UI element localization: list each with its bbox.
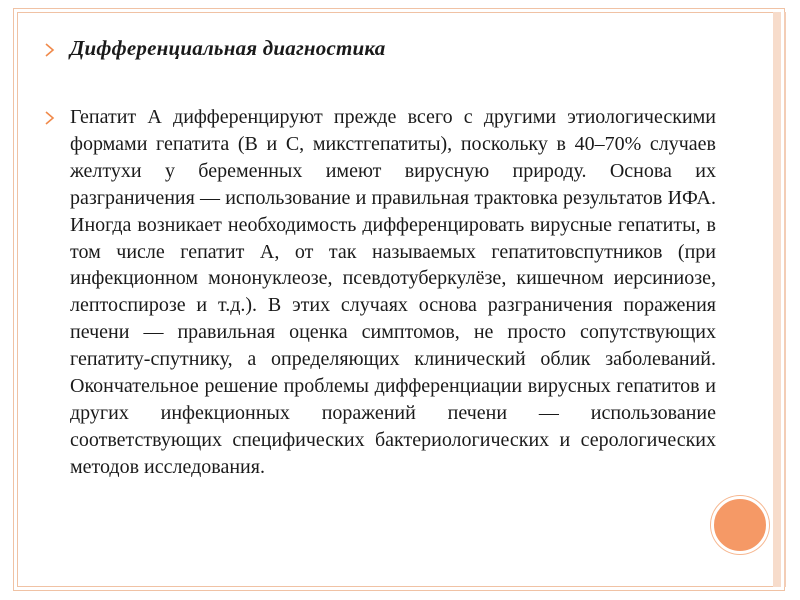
title-bullet-icon: [44, 42, 56, 58]
orange-circle-decoration: [711, 496, 769, 554]
slide-side-band-line: [784, 12, 786, 587]
slide-body-paragraph: Гепатит А дифференцируют прежде всего с другими этиологическими формами гепатита (В и С, микстгепатиты), поскольку в 40–70% случаев желтухи у беременных имеют вирусную природу. Основа их разграничения — использование и правильная трактовка результатов ИФА. Иногда возникает необходимость дифференцировать вирусные гепатиты, в том числе гепатит А, от так называемых гепатитовспутников (при инфекционном мононуклеозе, псевдотуберкулёзе, кишечном иерсиниозе, лептоспирозе и т.д.). В этих случаях основа разграничения поражения печени — правильная оценка симптомов, не просто сопутствующих гепатиту-спутнику, а определяющих клинический облик заболеваний. Окончательное решение проблемы дифференциации вирусных гепатитов и других инфекционных поражений печени — использование соответствующих специфических бактериологических и серологических методов исследования.: [70, 106, 716, 478]
slide-side-band: [773, 12, 781, 587]
slide-title: Дифференциальная диагностика: [70, 36, 386, 60]
body-bullet-icon: [44, 110, 56, 126]
